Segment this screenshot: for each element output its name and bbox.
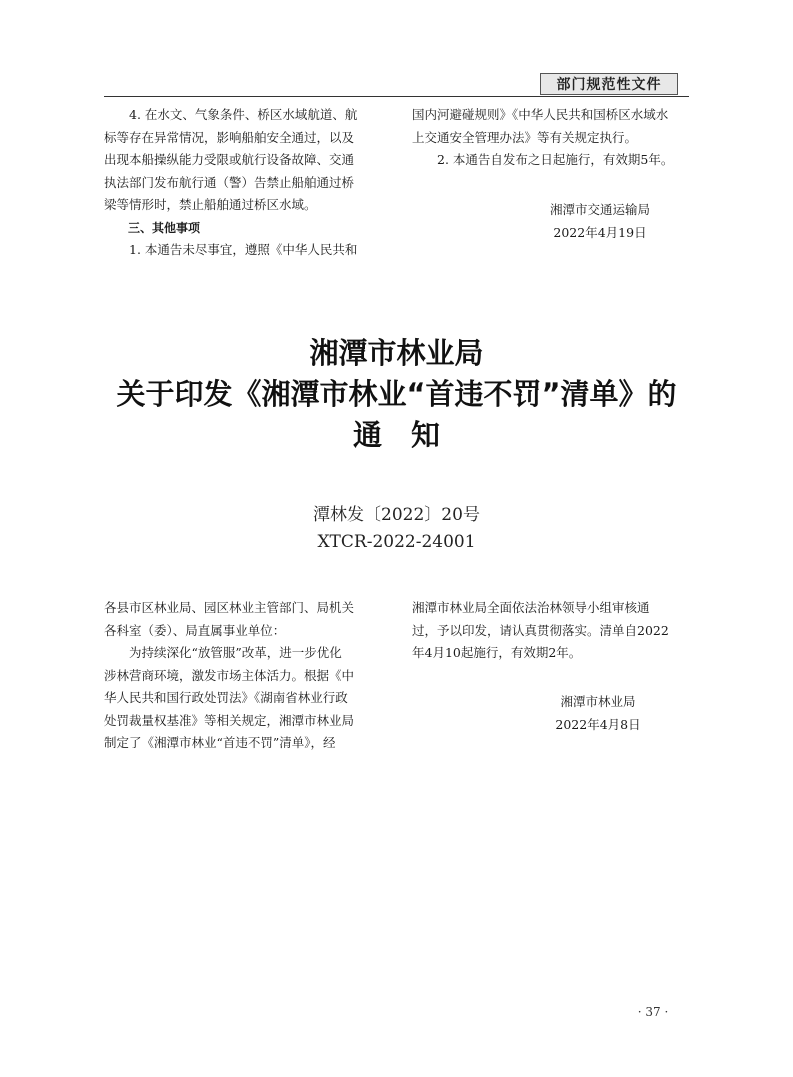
top-right-column: [412, 104, 694, 172]
document-code: XTCR-2022-24001: [317, 532, 476, 552]
paragraph-line: 梁等情形时，禁止船舶通过桥区水域。: [104, 197, 317, 212]
top-left-column: [104, 104, 386, 262]
paragraph-line: 制定了《湘潭市林业“首违不罚”清单》，经: [104, 735, 336, 750]
section-label: 部门规范性文件: [540, 73, 678, 95]
signature-date: 2022年4月19日: [553, 224, 647, 240]
top-signature: [530, 199, 670, 244]
paragraph-line: 涉林营商环境，激发市场主体活力。根据《中: [104, 667, 355, 683]
bottom-left-column: [104, 597, 386, 755]
signature-org: 湘潭市林业局: [560, 694, 636, 709]
paragraph-line: 各科室（委）、局直属事业单位：: [104, 622, 286, 638]
paragraph-line: 标等存在异常情况，影响船舶安全通过，以及: [104, 129, 355, 145]
document-title-line-2: 关于印发《湘潭市林业“首违不罚”清单》的: [116, 377, 677, 411]
paragraph-line: 过，予以印发，请认真贯彻落实。清单自2022: [412, 622, 669, 638]
section-heading: 三、其他事项: [128, 220, 201, 235]
paragraph-line: 为持续深化“放管服”改革，进一步优化: [129, 645, 342, 660]
signature-org: 湘潭市交通运输局: [549, 202, 650, 217]
paragraph-line: 上交通安全管理办法》等有关规定执行。: [412, 129, 638, 145]
header-rule: [104, 96, 689, 97]
bottom-right-column: [412, 597, 694, 665]
paragraph-line: 华人民共和国行政处罚法》《湖南省林业行政: [104, 690, 348, 705]
paragraph-line: 湘潭市林业局全面依法治林领导小组审核通: [412, 600, 650, 615]
bottom-signature: [538, 691, 658, 736]
document-number: 潭林发〔2022〕20号: [313, 505, 480, 525]
paragraph-line: 年4月10起施行，有效期2年。: [412, 645, 582, 660]
paragraph-line: 1. 本通告未尽事宜，遵照《中华人民共和: [129, 242, 358, 257]
paragraph-line: 国内河避碰规则》《中华人民共和国桥区水域水: [412, 107, 669, 122]
paragraph-line: 4. 在水文、气象条件、桥区水域航道、航: [129, 107, 358, 122]
paragraph-line: 2. 本通告自发布之日起施行，有效期5年。: [437, 152, 674, 167]
document-title-line-3: 通 知: [352, 418, 440, 452]
paragraph-line: 各县市区林业局、园区林业主管部门、局机关: [104, 600, 355, 615]
paragraph-line: 出现本船操纵能力受限或航行设备故障、交通: [104, 152, 355, 167]
document-title-line-1: 湘潭市林业局: [309, 336, 484, 370]
paragraph-line: 处罚裁量权基准》等相关规定，湘潭市林业局: [104, 712, 355, 728]
signature-date: 2022年4月8日: [555, 716, 641, 732]
page-number: · 37 ·: [637, 1005, 669, 1019]
paragraph-line: 执法部门发布航行通（警）告禁止船舶通过桥: [104, 174, 355, 190]
